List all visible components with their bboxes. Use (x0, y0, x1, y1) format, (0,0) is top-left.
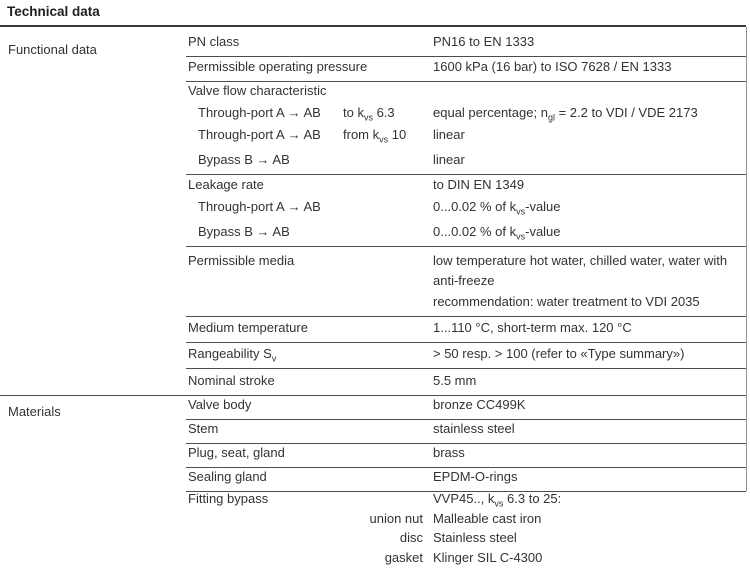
value-text: EPDM-O-rings (433, 469, 518, 484)
subscript-text: gl (547, 112, 555, 123)
subscript-text: v (271, 353, 277, 364)
value-text: Stainless steel (433, 530, 517, 545)
qualifier-text: 10 (388, 127, 407, 142)
table-row (186, 444, 746, 468)
property-cell (186, 318, 433, 338)
value-text: linear (433, 152, 465, 167)
value-cell (433, 419, 746, 439)
property-text: Leakage rate (188, 177, 264, 192)
table-row (186, 292, 746, 317)
property-cell (186, 528, 433, 548)
subscript-text: vs (516, 231, 526, 242)
property-cell (186, 251, 433, 271)
table-row (186, 317, 746, 343)
property-text: Fitting bypass (188, 491, 269, 506)
property-cell (186, 57, 433, 77)
table-row (186, 369, 746, 395)
table-right-border (746, 27, 747, 491)
property-cell (186, 197, 433, 217)
value-cell (433, 443, 746, 463)
property-text: Permissible operating pressure (188, 59, 368, 74)
property-cell (186, 509, 433, 529)
section-materials (0, 396, 746, 571)
value-text: linear (433, 127, 465, 142)
table-row (186, 127, 746, 149)
section-label: Materials (8, 404, 61, 419)
value-cell (433, 57, 746, 77)
section-rows (186, 27, 746, 395)
property-cell (186, 443, 433, 463)
value-cell (433, 292, 746, 312)
property-text: Through-port A → AB (198, 199, 321, 214)
property-text: disc (399, 530, 423, 545)
value-cell (433, 175, 746, 195)
value-cell (433, 467, 746, 487)
value-cell (433, 150, 746, 170)
property-text: Stem (188, 421, 219, 436)
value-cell (433, 528, 746, 548)
value-cell (433, 371, 746, 391)
value-cell (433, 103, 746, 123)
property-text: Through-port A → AB (198, 105, 321, 120)
value-text: > 50 resp. > 100 (refer to «Type summary») (433, 346, 685, 361)
property-cell (186, 150, 433, 170)
value-text: -value (525, 199, 561, 214)
property-text: Bypass B → AB (198, 224, 290, 239)
value-cell (433, 344, 746, 364)
value-text: 5.5 mm (433, 373, 477, 388)
value-text: PN16 to EN 1333 (433, 34, 535, 49)
property-cell (186, 81, 433, 101)
property-cell (186, 103, 433, 123)
value-text: to DIN EN 1349 (433, 177, 525, 192)
property-text: Bypass B → AB (198, 152, 290, 167)
value-cell (433, 197, 746, 217)
property-cell (186, 344, 433, 364)
table-row (186, 343, 746, 369)
property-cell (186, 467, 433, 487)
table-row (186, 175, 746, 199)
value-cell (433, 548, 746, 568)
property-text: union nut (369, 511, 423, 526)
subscript-text: vs (494, 498, 504, 509)
value-text: recommendation: water treatment to VDI 2035 (433, 294, 700, 309)
value-cell (433, 222, 746, 242)
value-text: low temperature hot water, chilled water, water with anti-freeze (433, 253, 728, 288)
value-text: VVP45.., k (433, 491, 495, 506)
property-text: gasket (384, 550, 423, 565)
property-text: Sealing gland (188, 469, 267, 484)
value-text: Malleable cast iron (433, 511, 542, 526)
property-text: PN class (188, 34, 240, 49)
value-cell (433, 489, 746, 509)
page-title: Technical data (0, 0, 746, 27)
table-row (186, 396, 746, 420)
value-text: 1...110 °C, short-term max. 120 °C (433, 320, 632, 335)
table-row (186, 199, 746, 221)
property-cell (186, 371, 433, 391)
value-cell (433, 318, 746, 338)
table-row (186, 27, 746, 57)
section-label: Functional data (8, 42, 97, 57)
table-row (186, 420, 746, 444)
value-cell (433, 125, 746, 145)
table-row (186, 221, 746, 247)
property-cell (186, 419, 433, 439)
value-cell (433, 509, 746, 529)
qualifier-text: to k (343, 105, 364, 120)
property-text: Through-port A → AB (198, 127, 321, 142)
property-cell (186, 32, 433, 52)
value-text: 0...0.02 % of k (433, 224, 517, 239)
table-row (186, 82, 746, 105)
property-text: Plug, seat, gland (188, 445, 285, 460)
value-cell (433, 395, 746, 415)
property-cell (186, 175, 433, 195)
section-rows (186, 396, 746, 571)
property-cell (186, 395, 433, 415)
property-text: Rangeability S (188, 346, 272, 361)
property-cell (186, 125, 433, 145)
table-row (186, 57, 746, 82)
value-text: 6.3 to 25: (503, 491, 562, 506)
property-text: Valve flow characteristic (188, 83, 327, 98)
subscript-text: vs (379, 134, 389, 145)
value-text: 0...0.02 % of k (433, 199, 517, 214)
qualifier-cell (343, 103, 433, 123)
value-cell (433, 251, 735, 291)
qualifier-text: 6.3 (372, 105, 395, 120)
section-functional-data (0, 27, 746, 396)
property-cell (186, 222, 433, 242)
value-cell (433, 32, 746, 52)
qualifier-text: from k (343, 127, 380, 142)
value-text: 1600 kPa (16 bar) to ISO 7628 / EN 1333 (433, 59, 672, 74)
property-text: Permissible media (188, 253, 295, 268)
property-cell (186, 489, 433, 509)
property-text: Valve body (188, 397, 252, 412)
property-text: Nominal stroke (188, 373, 275, 388)
property-text: Medium temperature (188, 320, 308, 335)
value-text: -value (525, 224, 561, 239)
value-text: equal percentage; n (433, 105, 548, 120)
qualifier-cell (343, 125, 433, 145)
value-text: = 2.2 to VDI / VDE 2173 (554, 105, 698, 120)
subscript-text: vs (363, 112, 373, 123)
table-row (186, 105, 746, 127)
value-text: Klinger SIL C-4300 (433, 550, 543, 565)
table-row (186, 247, 746, 292)
table-row (186, 551, 746, 571)
value-text: bronze CC499K (433, 397, 526, 412)
property-cell (186, 548, 433, 568)
value-text: brass (433, 445, 465, 460)
table-row (186, 149, 746, 175)
subscript-text: vs (516, 206, 526, 217)
value-text: stainless steel (433, 421, 515, 436)
